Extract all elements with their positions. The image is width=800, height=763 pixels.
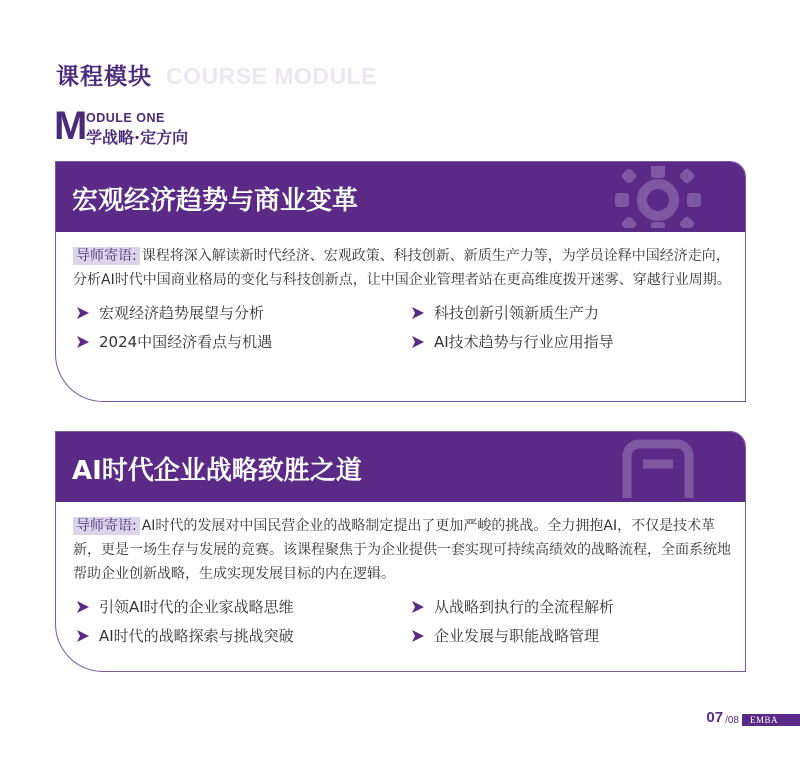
point-text: AI时代的战略探索与挑战突破 [99,627,294,645]
gear-icon [593,166,723,228]
module-label-cn: 学战略·定方向 [86,128,189,147]
list-item [77,596,412,617]
card-intro [73,244,731,292]
list-item [77,302,412,323]
arrow-icon [412,307,424,319]
page-heading [56,58,377,91]
list-item [412,302,732,323]
list-item [412,625,732,646]
list-item [412,596,732,617]
key-points [73,596,731,646]
arrow-icon [77,630,89,642]
page-footer [706,706,800,726]
point-text: 企业发展与职能战略管理 [434,627,600,645]
page-total: /08 [725,715,739,726]
card-header [56,162,745,232]
list-item [77,331,412,352]
frame-icon [593,436,723,498]
point-text: AI技术趋势与行业应用指导 [434,333,614,351]
card-header [56,432,745,502]
arrow-icon [77,601,89,613]
intro-label: 导师寄语: [73,517,140,535]
page-number: 07 [706,709,724,726]
point-text: 科技创新引领新质生产力 [434,304,600,322]
key-points [73,302,731,352]
module-label-en: ODULE ONE [86,111,165,125]
point-text: 从战略到执行的全流程解析 [434,598,615,616]
list-item [412,331,732,352]
arrow-icon [412,601,424,613]
intro-label: 导师寄语: [73,247,140,265]
brand-badge: EMBA [742,714,800,726]
card-title: 宏观经济趋势与商业变革 [72,186,359,216]
point-text: 引领AI时代的企业家战略思维 [99,598,294,616]
intro-text: AI时代的发展对中国民营企业的战略制定提出了更加严峻的挑战。全力拥抱AI，不仅是技术革新，更是一场生存与发展的竞赛。该课程聚焦于为企业提供一套实现可持续高绩效的战略流程，全面系统地帮助企业创新战略，生成实现发展目标的内在逻辑。 [73,518,731,582]
arrow-icon [77,307,89,319]
module-letter: M [54,104,88,148]
arrow-icon [77,336,89,348]
point-text: 2024中国经济看点与机遇 [99,333,273,351]
point-text: 宏观经济趋势展望与分析 [99,304,265,322]
list-item [77,625,412,646]
card-title: AI时代企业战略致胜之道 [72,456,362,486]
arrow-icon [412,630,424,642]
card-intro [73,514,731,586]
arrow-icon [412,336,424,348]
intro-text: 课程将深入解读新时代经济、宏观政策、科技创新、新质生产力等，为学员诠释中国经济走向，分析AI时代中国商业格局的变化与科技创新点，让中国企业管理者站在更高维度拨开迷雾、穿越行业周期。 [73,248,731,288]
course-card [55,161,746,402]
course-card [55,431,746,672]
page-title: 课程模块 [56,64,152,90]
page-title-en: COURSE MODULE [166,63,377,89]
